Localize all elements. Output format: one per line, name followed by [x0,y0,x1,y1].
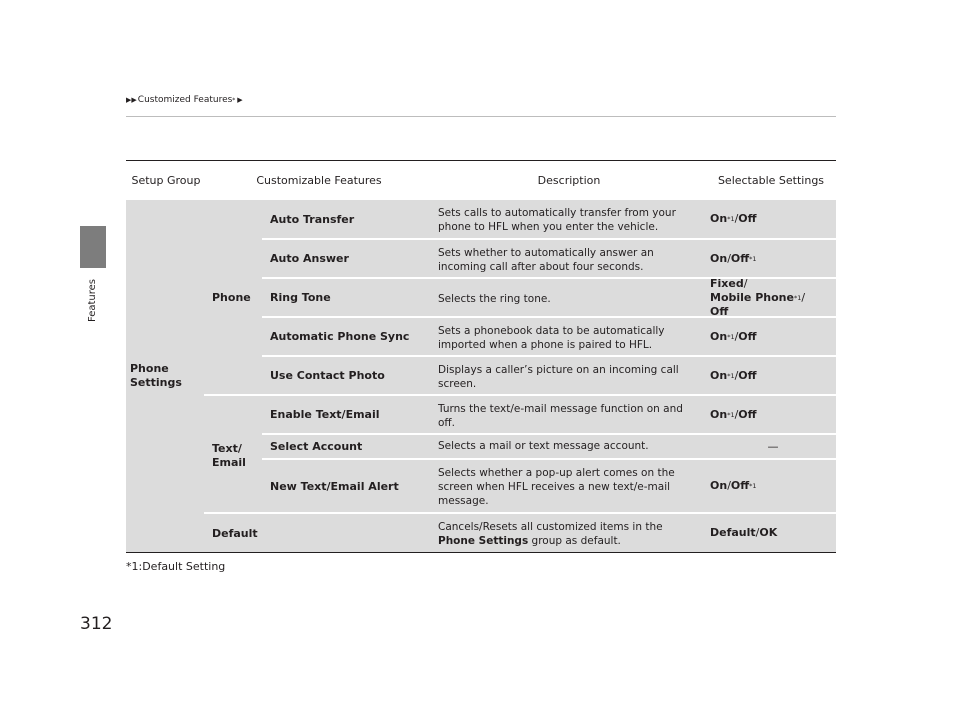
header-setup-group: Setup Group [131,174,201,187]
feature-auto-answer: Auto Answer [270,252,349,265]
table-row [262,240,836,277]
table-row [262,200,836,238]
table-row [262,460,836,512]
feature-ring-tone: Ring Tone [270,291,331,304]
breadcrumb[interactable] [126,95,244,105]
selectable-setting: Default / OK [710,526,778,539]
breadcrumb-arrow-icon: ▶▶ [126,96,137,104]
breadcrumb-mark: * [232,96,236,104]
breadcrumb-end-arrow-icon: ▶ [237,96,243,104]
feature-description: Selects whether a pop-up alert comes on the screen when HFL receives a new text/e-mail message. [438,467,675,507]
group-phone-settings: Phone Settings [130,362,182,389]
selectable-setting: On *1 / Off [710,368,757,382]
table-row [262,318,836,355]
selectable-setting: On *1 / Off [710,407,757,421]
selectable-setting: On *1 / Off [710,329,757,343]
table-row [262,396,836,433]
header-rule [126,116,836,117]
selectable-setting: — [767,439,779,453]
table-body [126,200,836,553]
table-header [126,160,836,201]
feature-description: Displays a caller’s picture on an incoming call screen. [438,364,679,390]
feature-description: Turns the text/e-mail message function on and off. [438,403,683,429]
header-description: Description [537,174,601,187]
selectable-setting: On *1 / Off [710,212,757,225]
subgroup-text-email: Text/ Email [212,442,246,469]
chapter-label: Features [86,278,98,322]
selectable-setting: On / Off *1 [710,251,757,265]
feature-description: Selects a mail or text message account. [438,440,649,452]
feature-use-contact-photo: Use Contact Photo [270,369,385,382]
selectable-setting: Fixed / Mobile Phone *1 / Off [710,276,806,318]
selectable-setting: On / Off *1 [710,479,757,492]
header-settings: Selectable Settings [717,174,825,187]
table-row [262,357,836,394]
page-number: 312 [80,614,113,634]
feature-description: Sets whether to automatically answer an incoming call after about four seconds. [438,247,654,273]
feature-description: Selects the ring tone. [438,293,551,305]
feature-default: Default [212,526,258,540]
table-row-default [204,514,836,552]
feature-description: Cancels/Resets all customized items in the Phone Settings group as default. [438,521,663,547]
feature-select-account: Select Account [270,440,363,453]
table-row [262,435,836,458]
breadcrumb-label[interactable]: Customized Features [137,95,233,105]
feature-description: Sets a phonebook data to be automatically imported when a phone is paired to HFL. [438,325,665,351]
feature-auto-transfer: Auto Transfer [270,212,355,226]
header-features: Customizable Features [256,174,382,187]
table-row [262,276,836,318]
feature-enable-text-email: Enable Text/Email [270,408,380,421]
footnote: *1:Default Setting [126,560,226,573]
feature-description: Sets calls to automatically transfer from your phone to HFL when you enter the vehicle. [438,207,676,233]
feature-automatic-phone-sync: Automatic Phone Sync [270,330,410,343]
subgroup-phone: Phone [212,291,251,304]
feature-new-text-email-alert: New Text/Email Alert [270,479,399,493]
